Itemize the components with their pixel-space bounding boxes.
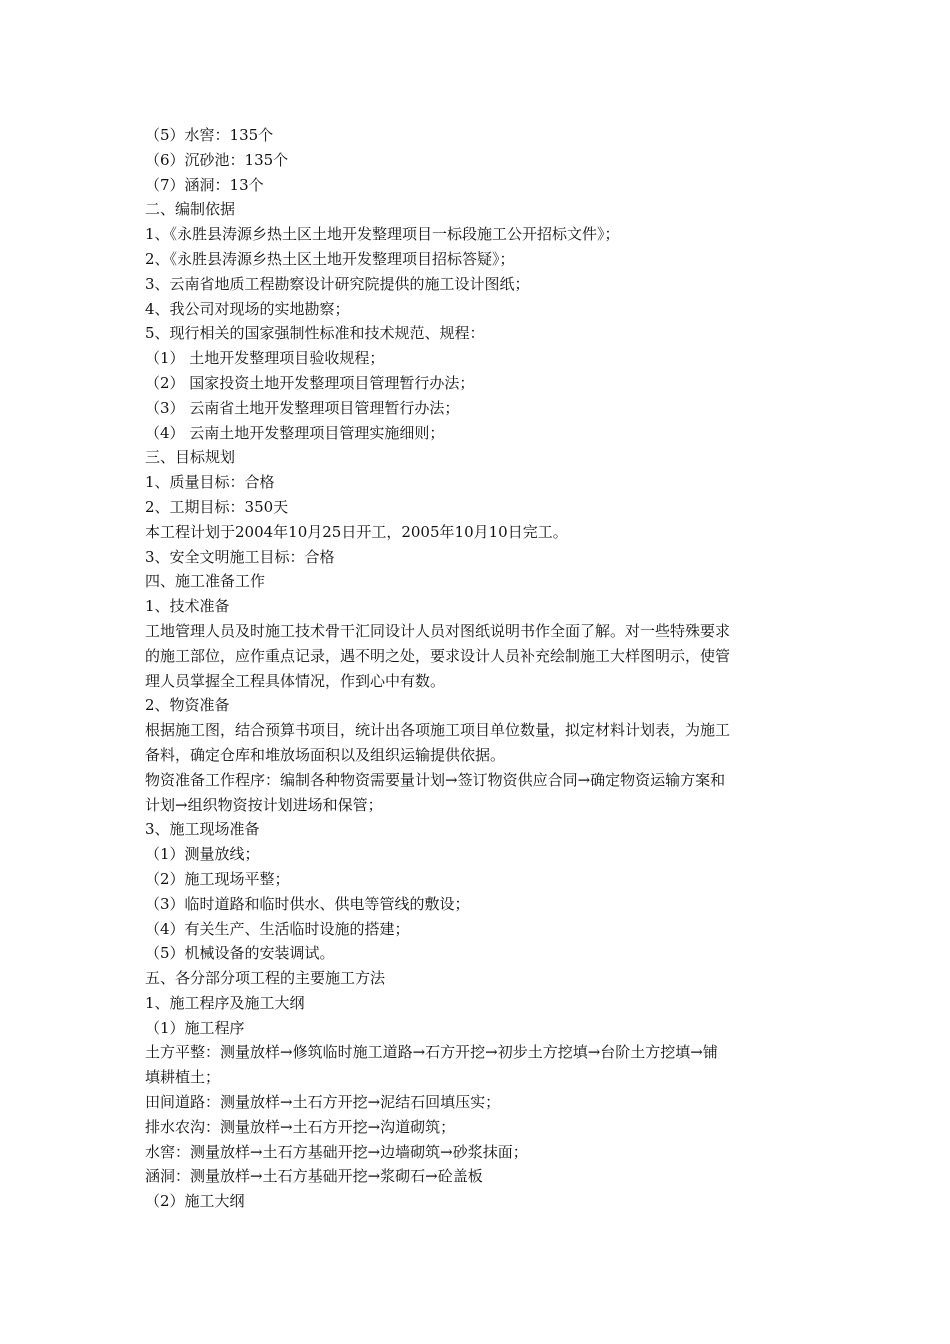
text-line: 理人员掌握全工程具体情况，作到心中有数。 [145, 671, 446, 690]
text-line: 4、我公司对现场的实地勘察； [145, 299, 350, 318]
section-heading: 四、施工准备工作 [145, 572, 266, 591]
section-heading: 五、各分部分项工程的主要施工方法 [145, 969, 386, 988]
subsection-heading: 3、施工现场准备 [145, 820, 260, 839]
text-line: 3、安全文明施工目标：合格 [145, 547, 335, 566]
text-line: 3、云南省地质工程勘察设计研究院提供的施工设计图纸； [145, 274, 530, 293]
text-line: 工地管理人员及时施工技术骨干汇同设计人员对图纸说明书作全面了解。对一些特殊要求 [145, 621, 731, 640]
text-line: 物资准备工作程序：编制各种物资需要量计划→签订物资供应合同→确定物资运输方案和 [145, 770, 726, 789]
text-line: （5）水窖：135个 [145, 126, 274, 144]
text-line: （1） 土地开发整理项目验收规程； [145, 349, 385, 368]
text-line: 5、现行相关的国家强制性标准和技术规范、规程： [145, 324, 485, 343]
text-line: 的施工部位，应作重点记录，遇不明之处，要求设计人员补充绘制施工大样图明示，使管 [145, 646, 731, 665]
text-line: （2）施工现场平整； [145, 869, 290, 888]
text-line: 水窖：测量放样→土石方基础开挖→边墙砌筑→砂浆抹面； [145, 1142, 528, 1161]
text-line: （1）测量放线； [145, 845, 260, 864]
text-line: 填耕植土； [145, 1068, 221, 1087]
text-line: （3） 云南省土地开发整理项目管理暂行办法； [145, 398, 460, 417]
text-line: 2、工期目标：350天 [145, 497, 289, 516]
text-line: 计划→组织物资按计划进场和保管； [145, 795, 383, 814]
text-line: 排水农沟：测量放样→土石方开挖→沟道砌筑； [145, 1117, 456, 1136]
text-line: 土方平整：测量放样→修筑临时施工道路→石方开挖→初步土方挖填→台阶土方挖填→铺 [145, 1043, 718, 1062]
text-line: （2）施工大纲 [145, 1192, 245, 1211]
document-body [145, 123, 812, 1214]
text-line: （1）施工程序 [145, 1018, 245, 1037]
subsection-heading: 2、物资准备 [145, 696, 230, 715]
text-line: （3）临时道路和临时供水、供电等管线的敷设； [145, 894, 470, 913]
text-line: （5）机械设备的安装调试。 [145, 944, 335, 963]
text-line: 1、质量目标：合格 [145, 473, 275, 492]
section-heading: 二、编制依据 [145, 200, 236, 219]
text-line: （4） 云南土地开发整理项目管理实施细则； [145, 423, 445, 442]
text-line: 备料，确定仓库和堆放场面积以及组织运输提供依据。 [145, 745, 506, 764]
text-line: 2、《永胜县涛源乡热土区土地开发整理项目招标答疑》； [145, 249, 515, 268]
text-line: （6）沉砂池：135个 [145, 150, 289, 169]
section-heading: 三、目标规划 [145, 448, 236, 467]
text-line: 1、《永胜县涛源乡热土区土地开发整理项目一标段施工公开招标文件》； [145, 225, 620, 244]
subsection-heading: 1、施工程序及施工大纲 [145, 993, 305, 1012]
text-line: 本工程计划于2004年10月25日开工，2005年10月10日完工。 [145, 522, 568, 541]
text-line: （2） 国家投资土地开发整理项目管理暂行办法； [145, 373, 475, 392]
text-line: 涵洞：测量放样→土石方基础开挖→浆砌石→砼盖板 [145, 1167, 483, 1186]
text-line: 田间道路：测量放样→土石方开挖→泥结石回填压实； [145, 1093, 501, 1112]
text-line: （7）涵洞：13个 [145, 175, 264, 194]
text-line: 根据施工图，结合预算书项目，统计出各项施工项目单位数量，拟定材料计划表，为施工 [145, 721, 731, 740]
subsection-heading: 1、技术准备 [145, 597, 230, 616]
text-line: （4）有关生产、生活临时设施的搭建； [145, 919, 410, 938]
